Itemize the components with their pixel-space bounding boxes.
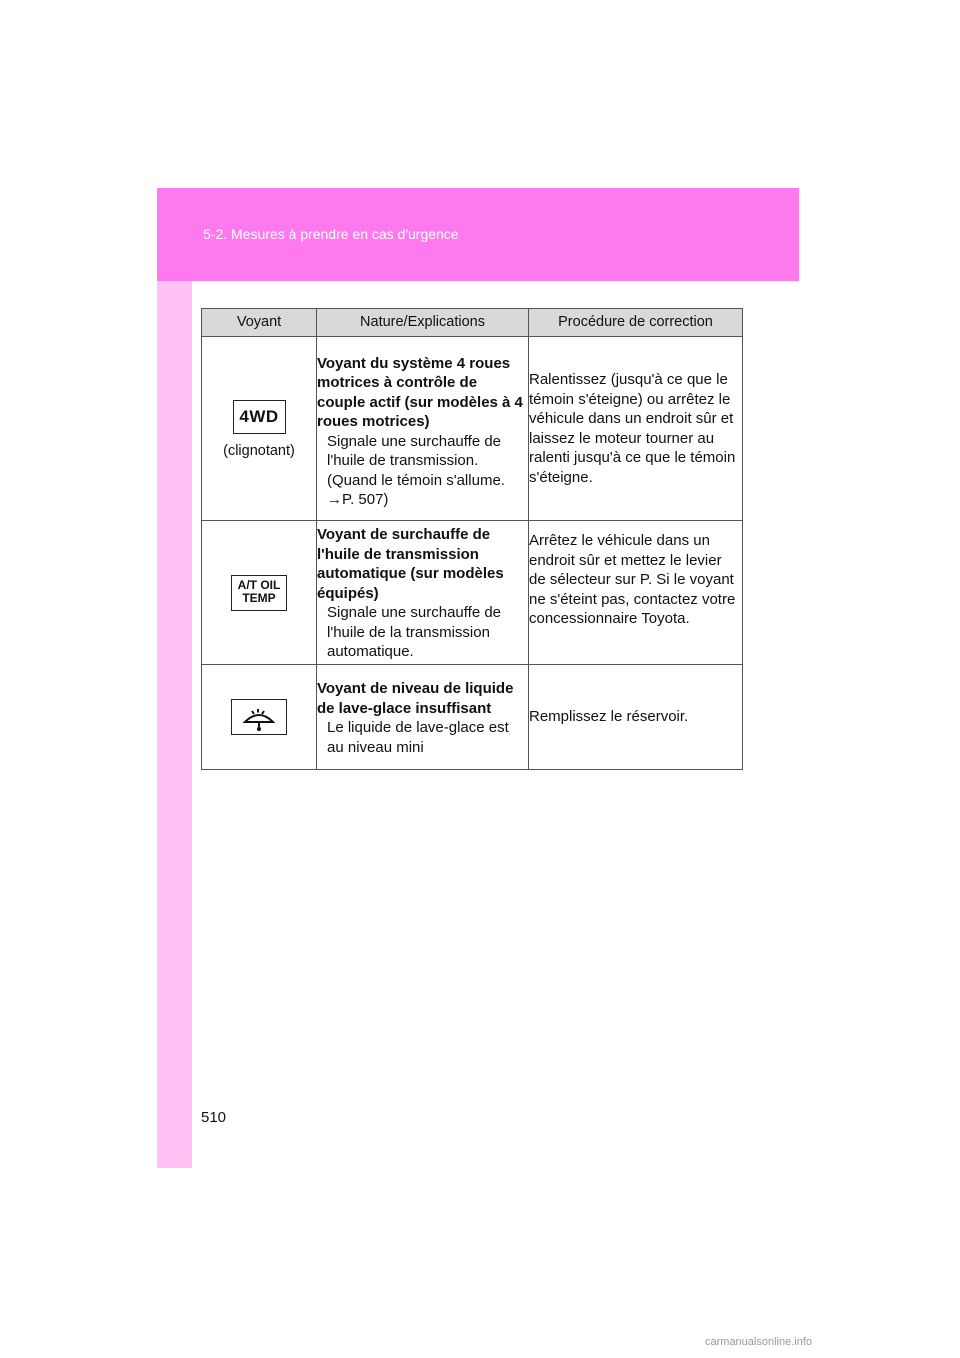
- table-header-row: [202, 309, 743, 337]
- table-row: [202, 337, 743, 521]
- icon-caption: (clignotant): [223, 442, 295, 459]
- row-explanation: Signale une surchauffe de l'huile de transmission. (Quand le témoin s'allume. →P. 507): [327, 432, 505, 508]
- icon-cell: [202, 337, 317, 521]
- table-row: [202, 521, 743, 665]
- row-explanation: Le liquide de lave-glace est au niveau mini: [327, 719, 509, 756]
- column-header-voyant: Voyant: [202, 309, 317, 337]
- icon-cell: [202, 521, 317, 665]
- correction-cell: Remplissez le réservoir.: [529, 665, 743, 770]
- row-title: Voyant de surchauffe de l'huile de transmission automatique (sur modèles équipés): [317, 526, 504, 602]
- row-title: Voyant de niveau de liquide de lave-glace insuffisant: [317, 680, 514, 717]
- section-title: 5-2. Mesures à prendre en cas d'urgence: [203, 226, 459, 242]
- icon-label-line1: A/T OIL: [237, 577, 281, 592]
- warning-lights-table: [201, 308, 743, 770]
- icon-label-line2: TEMP: [242, 590, 276, 605]
- 4wd-warning-icon: 4WD: [233, 400, 286, 434]
- washer-fluid-warning-icon: [231, 699, 287, 735]
- nature-cell: [317, 665, 529, 770]
- page-number: 510: [201, 1109, 227, 1126]
- nature-cell: [317, 521, 529, 665]
- row-title: Voyant du système 4 roues motrices à contrôle de couple actif (sur modèles à 4 roues motrices): [317, 354, 523, 430]
- icon-cell: [202, 665, 317, 770]
- column-header-correction: Procédure de correction: [529, 309, 743, 337]
- column-header-nature: Nature/Explications: [317, 309, 529, 337]
- row-explanation: Signale une surchauffe de l'huile de la transmission automatique.: [327, 604, 502, 661]
- side-strip: [157, 188, 192, 1168]
- correction-cell: Ralentissez (jusqu'à ce que le témoin s'éteigne) ou arrêtez le véhicule dans un endroit sûr et laissez le moteur tourner au ralenti jusqu'à ce que le témoin s'éteigne.: [529, 337, 743, 521]
- at-oil-temp-warning-icon: [231, 575, 287, 611]
- watermark: carmanualsonline.info: [705, 1336, 813, 1348]
- correction-cell: Arrêtez le véhicule dans un endroit sûr et mettez le levier de sélecteur sur P. Si le voyant ne s'éteint pas, contactez votre concessionnaire Toyota.: [529, 521, 743, 665]
- nature-cell: [317, 337, 529, 521]
- table-row: [202, 665, 743, 770]
